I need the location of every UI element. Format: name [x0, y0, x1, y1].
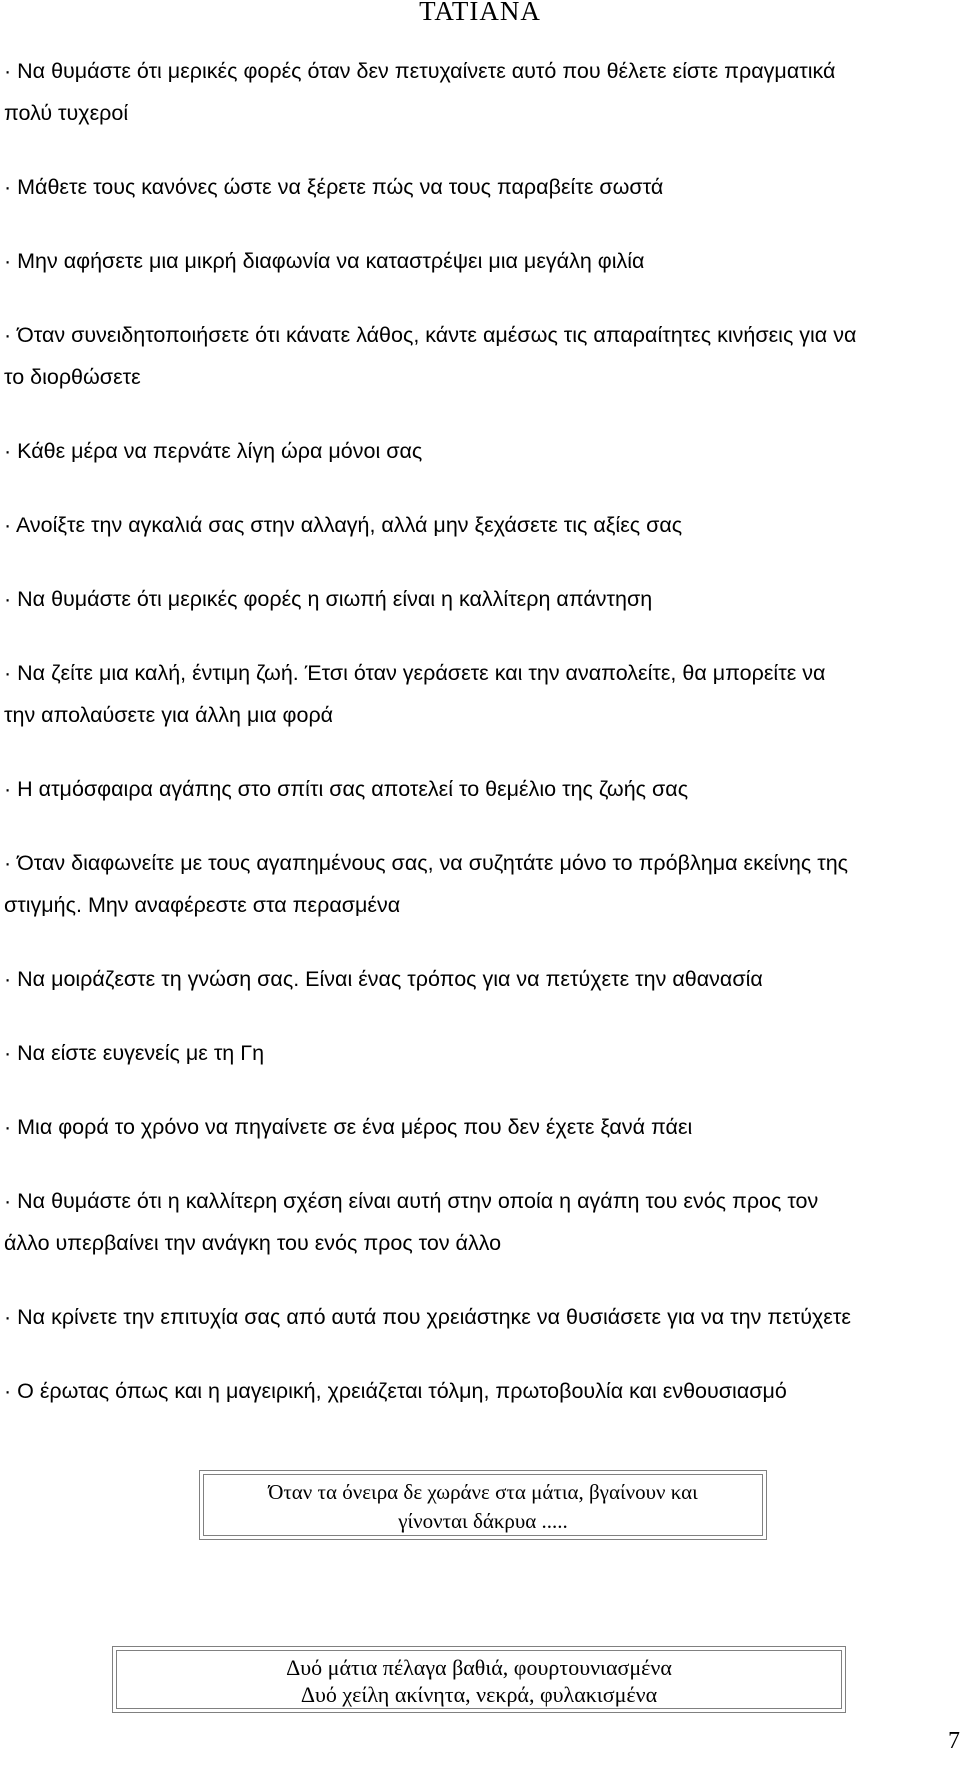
quote-line-1: Όταν τα όνειρα δε χωράνε στα μάτια, βγαίνουν και	[268, 1480, 698, 1504]
list-item	[4, 1370, 952, 1412]
advice-list	[4, 50, 952, 1412]
list-item-text: · Να θυμάστε ότι μερικές φορές όταν δεν πετυχαίνετε αυτό που θέλετε είστε πραγματικά πολύ τυχεροί	[4, 59, 836, 125]
verse-box	[112, 1646, 846, 1713]
list-item-text: · Να μοιράζεστε τη γνώση σας. Είναι ένας τρόπος για να πετύχετε την αθανασία	[4, 967, 763, 991]
list-item	[4, 1032, 952, 1074]
list-item-text: · Η ατμόσφαιρα αγάπης στο σπίτι σας αποτελεί το θεμέλιο της ζωής σας	[4, 777, 689, 801]
list-item-text: · Όταν διαφωνείτε με τους αγαπημένους σας, να συζητάτε μόνο το πρόβλημα εκείνης της στιγμής. Μην αναφέρεστε στα περασμένα	[4, 851, 849, 917]
quote-box	[199, 1470, 767, 1540]
list-item-text: · Ανοίξτε την αγκαλιά σας στην αλλαγή, αλλά μην ξεχάσετε τις αξίες σας	[4, 513, 683, 537]
list-item	[4, 314, 952, 398]
list-item-text: · Κάθε μέρα να περνάτε λίγη ώρα μόνοι σας	[4, 439, 423, 463]
verse-line-2: Δυό χείλη ακίνητα, νεκρά, φυλακισμένα	[300, 1682, 658, 1707]
list-item	[4, 578, 952, 620]
list-item	[4, 1180, 952, 1264]
list-item	[4, 166, 952, 208]
list-item-text: · Μάθετε τους κανόνες ώστε να ξέρετε πώς να τους παραβείτε σωστά	[4, 175, 664, 199]
quote-line-2: γίνονται δάκρυα .....	[398, 1509, 568, 1533]
list-item	[4, 958, 952, 1000]
list-item-text: · Να είστε ευγενείς με τη Γη	[4, 1041, 265, 1065]
list-item	[4, 768, 952, 810]
list-item	[4, 240, 952, 282]
list-item	[4, 842, 952, 926]
list-item	[4, 430, 952, 472]
list-item	[4, 50, 952, 134]
list-item-text: · Να θυμάστε ότι η καλλίτερη σχέση είναι αυτή στην οποία η αγάπη του ενός προς τον άλλο υπερβαίνει την ανάγκη του ενός προς τον άλλο	[4, 1189, 819, 1255]
list-item-text: · Μην αφήσετε μια μικρή διαφωνία να καταστρέψει μια μεγάλη φιλία	[4, 249, 645, 273]
list-item-text: · Όταν συνειδητοποιήσετε ότι κάνατε λάθος, κάντε αμέσως τις απαραίτητες κινήσεις για να το διορθώσετε	[4, 323, 857, 389]
list-item-text: · Ο έρωτας όπως και η μαγειρική, χρειάζεται τόλμη, πρωτοβουλία και ενθουσιασμό	[4, 1379, 787, 1403]
page-header: TATIANA	[419, 0, 541, 26]
list-item-text: · Να θυμάστε ότι μερικές φορές η σιωπή είναι η καλλίτερη απάντηση	[4, 587, 653, 611]
list-item	[4, 1106, 952, 1148]
list-item-text: · Μια φορά το χρόνο να πηγαίνετε σε ένα μέρος που δεν έχετε ξανά πάει	[4, 1115, 693, 1139]
verse-box-inner	[116, 1650, 842, 1709]
page-number: 7	[948, 1728, 960, 1754]
list-item-text: · Να κρίνετε την επιτυχία σας από αυτά που χρειάστηκε να θυσιάσετε για να την πετύχετε	[4, 1305, 851, 1329]
verse-line-1: Δυό μάτια πέλαγα βαθιά, φουρτουνιασμένα	[286, 1655, 672, 1680]
list-item-text: · Να ζείτε μια καλή, έντιμη ζωή. Έτσι όταν γεράσετε και την αναπολείτε, θα μπορείτε να την απολαύσετε για άλλη μια φορά	[4, 661, 826, 727]
list-item	[4, 504, 952, 546]
list-item	[4, 1296, 952, 1338]
quote-box-inner	[203, 1474, 763, 1536]
list-item	[4, 652, 952, 736]
